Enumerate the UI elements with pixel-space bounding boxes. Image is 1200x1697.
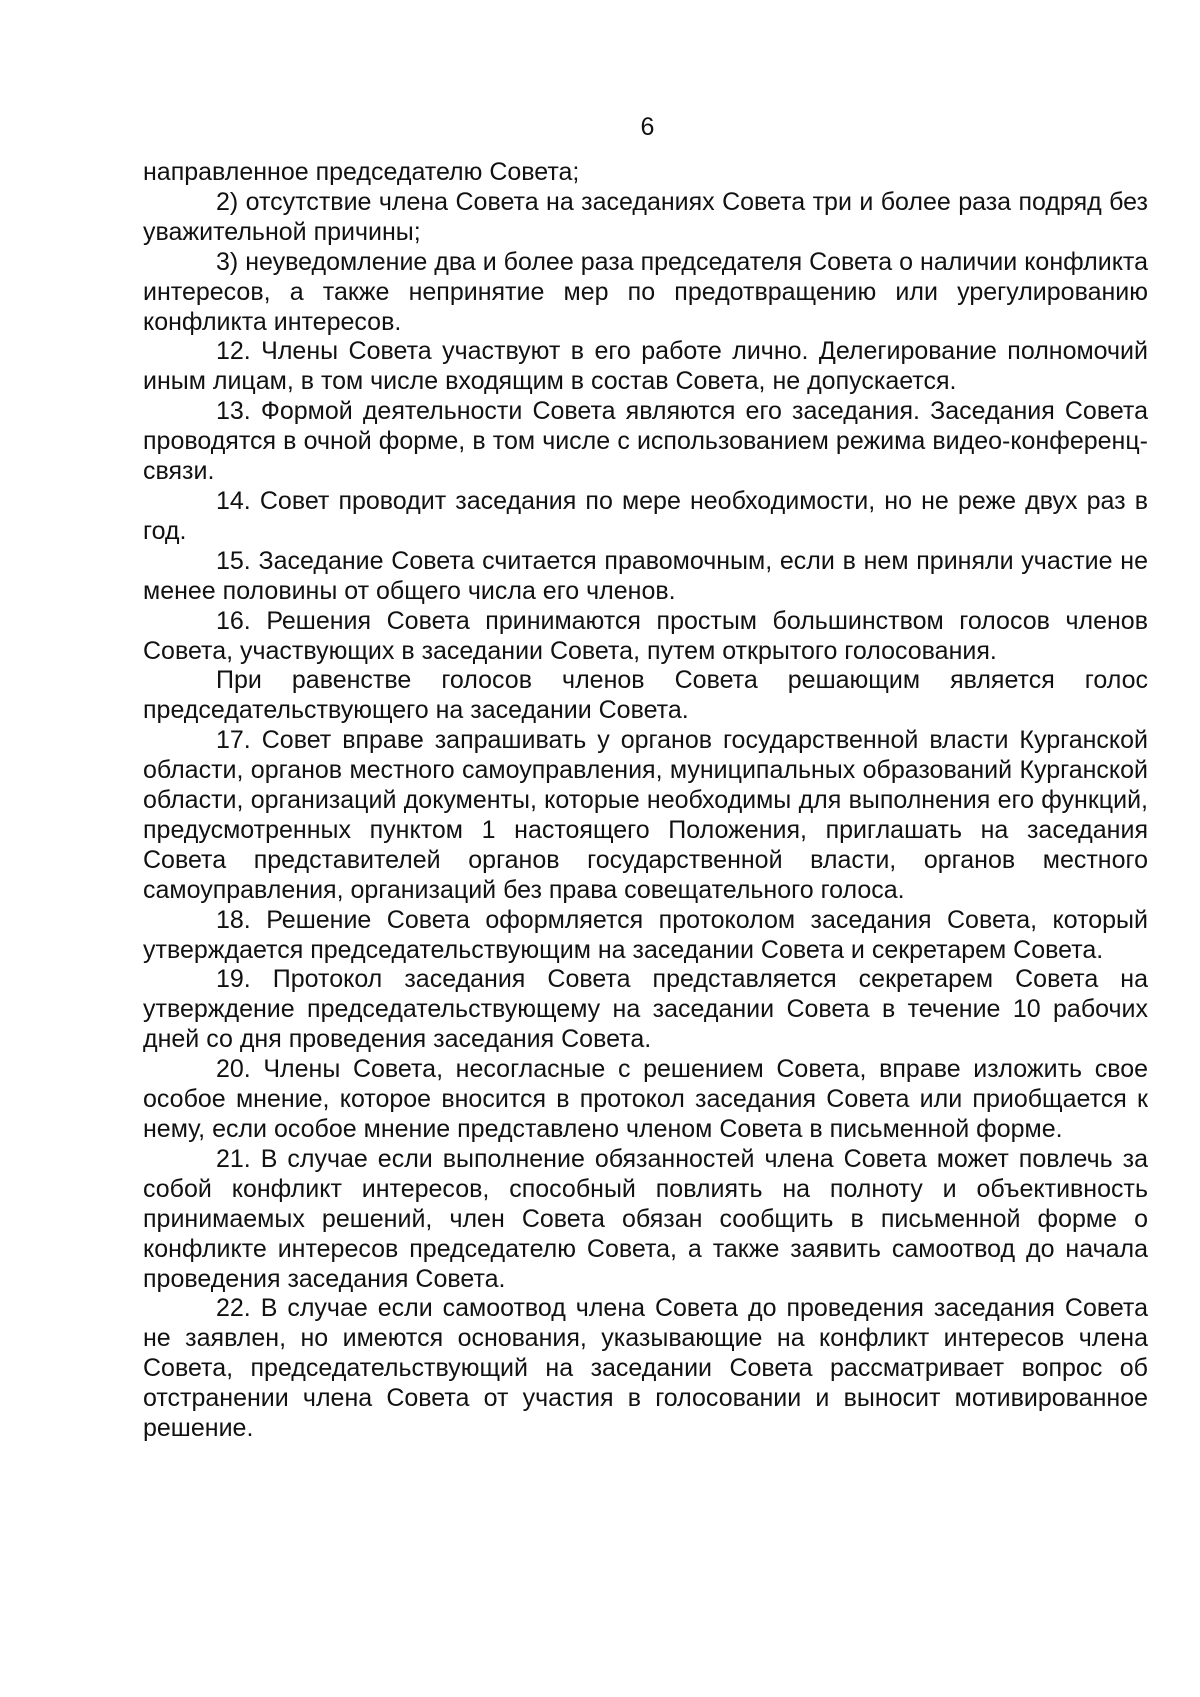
paragraph-item-3: 3) неуведомление два и более раза председателя Совета о наличии конфликта интересов, а также непринятие мер по предотвращению или урегулированию конфликта интересов. — [143, 247, 1148, 336]
paragraph-15: 15. Заседание Совета считается правомочным, если в нем приняли участие не менее половины от общего числа его членов. — [143, 546, 1148, 605]
paragraph-continuation: направленное председателю Совета; — [143, 158, 580, 186]
paragraph-14: 14. Совет проводит заседания по мере необходимости, но не реже двух раз в год. — [143, 486, 1148, 545]
paragraph-16-continued: При равенстве голосов членов Совета решающим является голос председательствующего на заседании Совета. — [143, 666, 1148, 725]
paragraph-item-2: 2) отсутствие члена Совета на заседаниях Совета три и более раза подряд без уважительной причины; — [143, 187, 1148, 246]
paragraph-21: 21. В случае если выполнение обязанностей члена Совета может повлечь за собой конфликт интересов, способный повлиять на полноту и объективность принимаемых решений, член Совета обязан сообщить в письменной форме о конфликте интересов председателю Совета, а также заявить самоотвод до начала проведения заседания Совета. — [143, 1144, 1148, 1293]
paragraph-20: 20. Члены Совета, несогласные с решением Совета, вправе изложить свое особое мнение, которое вносится в протокол заседания Совета или приобщается к нему, если особое мнение представлено членом Совета в письменной форме. — [143, 1055, 1148, 1143]
paragraph-19: 19. Протокол заседания Совета представляется секретарем Совета на утверждение председательствующему на заседании Совета в течение 10 рабочих дней со дня проведения заседания Совета. — [143, 965, 1148, 1054]
paragraph-12: 12. Члены Совета участвуют в его работе лично. Делегирование полномочий иным лицам, в том числе входящим в состав Совета, не допускается. — [143, 337, 1148, 396]
paragraph-22: 22. В случае если самоотвод члена Совета до проведения заседания Совета не заявлен, но имеются основания, указывающие на конфликт интересов члена Совета, председательствующий на заседании Совета рассматривает вопрос об отстранении члена Совета от участия в голосовании и выносит мотивированное решение. — [143, 1294, 1148, 1443]
paragraph-17: 17. Совет вправе запрашивать у органов государственной власти Курганской области, органов местного самоуправления, муниципальных образований Курганской области, организаций документы, которые необходимы для выполнения его функций, предусмотренных пунктом 1 настоящего Положения, приглашать на заседания Совета представителей органов государственной власти, органов местного самоуправления, организаций без права совещательного голоса. — [143, 726, 1148, 904]
page-number: 6 — [640, 113, 655, 141]
paragraph-18: 18. Решение Совета оформляется протоколом заседания Совета, который утверждается председательствующим на заседании Совета и секретарем Совета. — [143, 905, 1148, 964]
document-body — [143, 158, 1148, 1444]
paragraph-13: 13. Формой деятельности Совета являются его заседания. Заседания Совета проводятся в очной форме, в том числе с использованием режима видео-конференц-связи. — [143, 397, 1148, 486]
paragraph-16: 16. Решения Совета принимаются простым большинством голосов членов Совета, участвующих в заседании Совета, путем открытого голосования. — [143, 606, 1148, 665]
